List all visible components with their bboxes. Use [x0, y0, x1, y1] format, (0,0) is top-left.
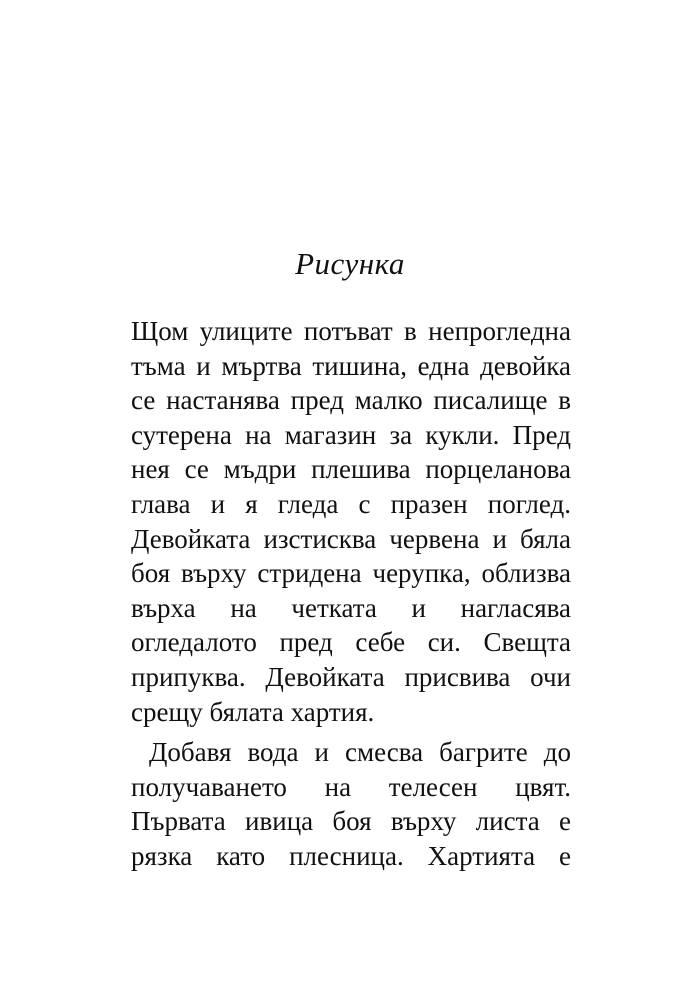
text-line: рязка като плесница. Хартията е	[131, 840, 571, 871]
text-line: огледалото пред себе си. Свещта	[131, 627, 571, 658]
chapter-body	[131, 314, 571, 874]
text-line: получаването на телесен цвят.	[131, 771, 571, 802]
paragraph-1	[131, 314, 571, 729]
text-line: тъма и мъртва тишина, една девойка	[131, 350, 571, 381]
text-line: припуква. Девойката присвива очи	[131, 661, 571, 692]
paragraph-2	[131, 735, 571, 873]
text-line: върха на четката и нагласява	[131, 592, 571, 623]
text-line: глава и я гледа с празен поглед.	[131, 488, 571, 519]
text-line: Първата ивица боя върху листа е	[131, 806, 571, 837]
text-line: Девойката изстисква червена и бяла	[131, 523, 571, 554]
text-line: нея се мъдри плешива порцеланова	[131, 454, 571, 485]
chapter-title: Рисунка	[295, 246, 405, 281]
text-line: Щом улиците потъват в непрогледна	[131, 316, 571, 346]
text-line: срещу бялата хартия.	[131, 696, 375, 727]
text-line: се настанява пред малко писалище в	[131, 385, 571, 416]
text-line: боя върху стридена черупка, облизва	[131, 558, 571, 589]
text-line: Добавя вода и смесва багрите до	[149, 737, 571, 768]
text-line: сутерена на магазин за кукли. Пред	[131, 419, 571, 450]
